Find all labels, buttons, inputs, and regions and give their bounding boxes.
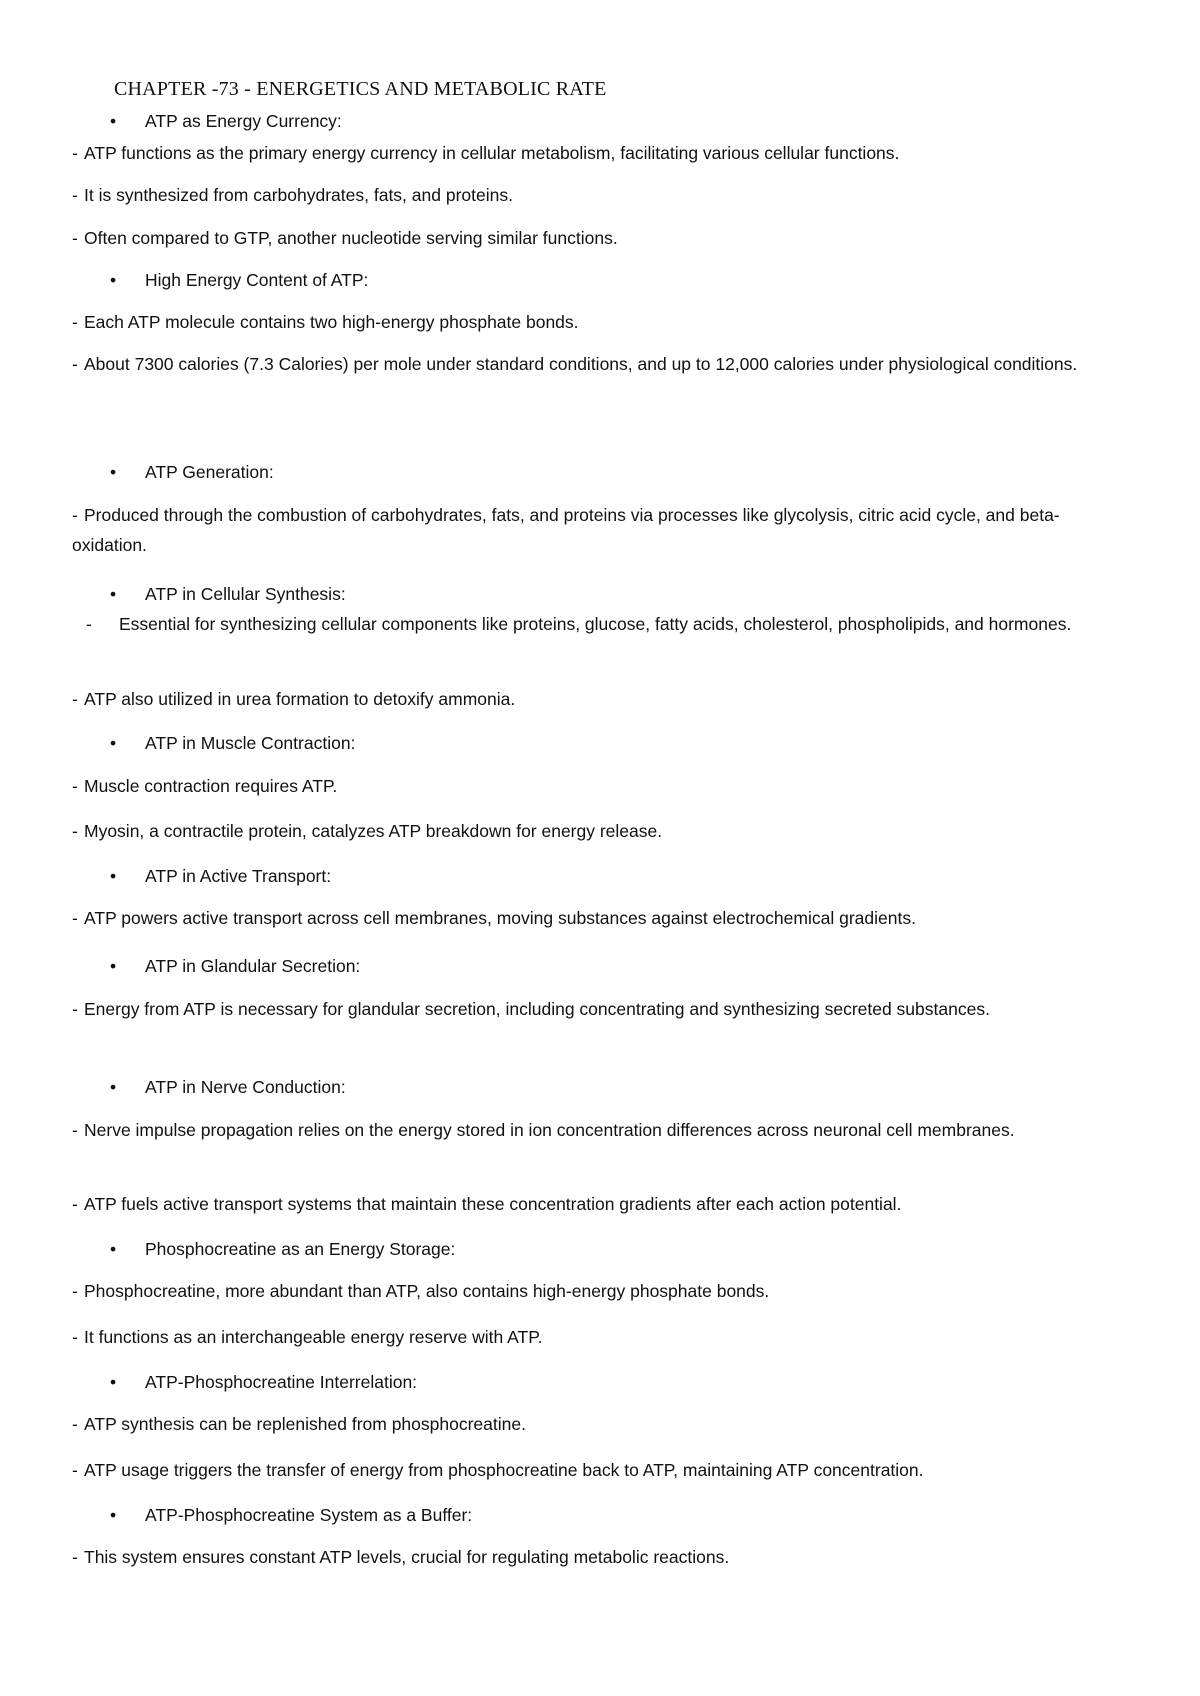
bullet-icon: • [110,584,117,604]
bullet-icon: • [110,1372,117,1392]
list-item: - It functions as an interchangeable energy reserve with ATP. [72,1327,543,1347]
list-item: - ATP functions as the primary energy currency in cellular metabolism, facilitating various cellular functions. [72,143,900,163]
bullet-icon: • [110,270,117,290]
list-item: - ATP powers active transport across cell membranes, moving substances against electrochemical gradients. [72,908,916,928]
list-item: - Phosphocreatine, more abundant than ATP, also contains high-energy phosphate bonds. [72,1281,770,1301]
bullet-icon: • [110,1077,117,1097]
list-item: - Myosin, a contractile protein, catalyzes ATP breakdown for energy release. [72,821,663,841]
list-item: - Nerve impulse propagation relies on the energy stored in ion concentration differences across neuronal cell membranes. [72,1120,1015,1140]
bullet-icon: • [110,1505,117,1525]
bullet-icon: • [110,462,117,482]
page-title: CHAPTER -73 - ENERGETICS AND METABOLIC RATE [114,78,607,100]
bullet-icon: • [110,733,117,753]
list-item: - Muscle contraction requires ATP. [72,776,338,796]
bullet-icon: • [110,111,117,131]
list-item: - ATP usage triggers the transfer of energy from phosphocreatine back to ATP, maintaining ATP concentration. [72,1460,924,1480]
bullet-icon: • [110,866,117,886]
bullet-icon: • [110,956,117,976]
list-item: - ATP fuels active transport systems that maintain these concentration gradients after each action potential. [72,1194,902,1214]
list-item: - It is synthesized from carbohydrates, fats, and proteins. [72,185,513,205]
bullet-icon: • [110,1239,117,1259]
list-item: - Each ATP molecule contains two high-energy phosphate bonds. [72,312,579,332]
list-item: - Often compared to GTP, another nucleotide serving similar functions. [72,228,618,248]
list-item: - ATP also utilized in urea formation to detoxify ammonia. [72,689,516,709]
list-item: - Energy from ATP is necessary for glandular secretion, including concentrating and synthesizing secreted substances. [72,999,990,1019]
document-page: CHAPTER -73 - ENERGETICS AND METABOLIC RATE • ATP as Energy Currency: - ATP functions as the primary energy currency in cellular metabolism, facilitating various cellular functions. - It is synthesized from carbohydrates, fats, and proteins. - Often compared to GTP, another nucleotide serving similar functions. • High Energy Content of ATP: - Each ATP molecule contains two high-energy phosphate bonds. - About 7300 calories (7.3 Calories) per mole under standard conditions, and up to 12,000 calories under physiological conditions. • ATP Generation: - Produced through the combustion of carbohydrates, fats, and proteins via processes like glycolysis, citric acid cycle, and beta-oxidation. • ATP in Cellular Synthesis: - Essential for synthesizing cellular components like proteins, glucose, fatty acids, cholesterol, phospholipids, and hormones. - ATP also utilized in urea formation to detoxify ammonia. • ATP in Muscle Contraction: - Muscle contraction requires ATP. - Myosin, a contractile protein, catalyzes ATP breakdown for energy release. • ATP in Active Transport: - ATP powers active transport across cell membranes, moving substances against electrochemical gradients. • ATP in Glandular Secretion: - Energy from ATP is necessary for glandular secretion, including concentrating and synthesizing secreted substances. • ATP in Nerve Conduction: - Nerve impulse propagation relies on the energy stored in ion concentration differences across neuronal cell membranes. - ATP fuels active transport systems that maintain these concentration gradients after each action potential. • Phosphocreatine as an Energy Storage: - Phosphocreatine, more abundant than ATP, also contains high-energy phosphate bonds. - It functions as an interchangeable energy reserve with ATP. • ATP-Phosphocreatine Interrelation: - ATP synthesis can be replenished from phosphocreatine. - ATP usage triggers the transfer of energy from phosphocreatine back to ATP, maintaining ATP concentration. • ATP-Phosphocreatine System as a Buffer: - This system ensures constant ATP levels, crucial for regulating metabolic reactions. [0,0,1200,1696]
list-item: - Produced through the combustion of carbohydrates, fats, and proteins via processes like glycolysis, citric acid cycle, and beta-oxidation. [72,505,1060,555]
list-item: - ATP synthesis can be replenished from phosphocreatine. [72,1414,526,1434]
list-item: - About 7300 calories (7.3 Calories) per mole under standard conditions, and up to 12,000 calories under physiological conditions. [72,354,1078,374]
list-item: - This system ensures constant ATP levels, crucial for regulating metabolic reactions. [72,1547,730,1567]
